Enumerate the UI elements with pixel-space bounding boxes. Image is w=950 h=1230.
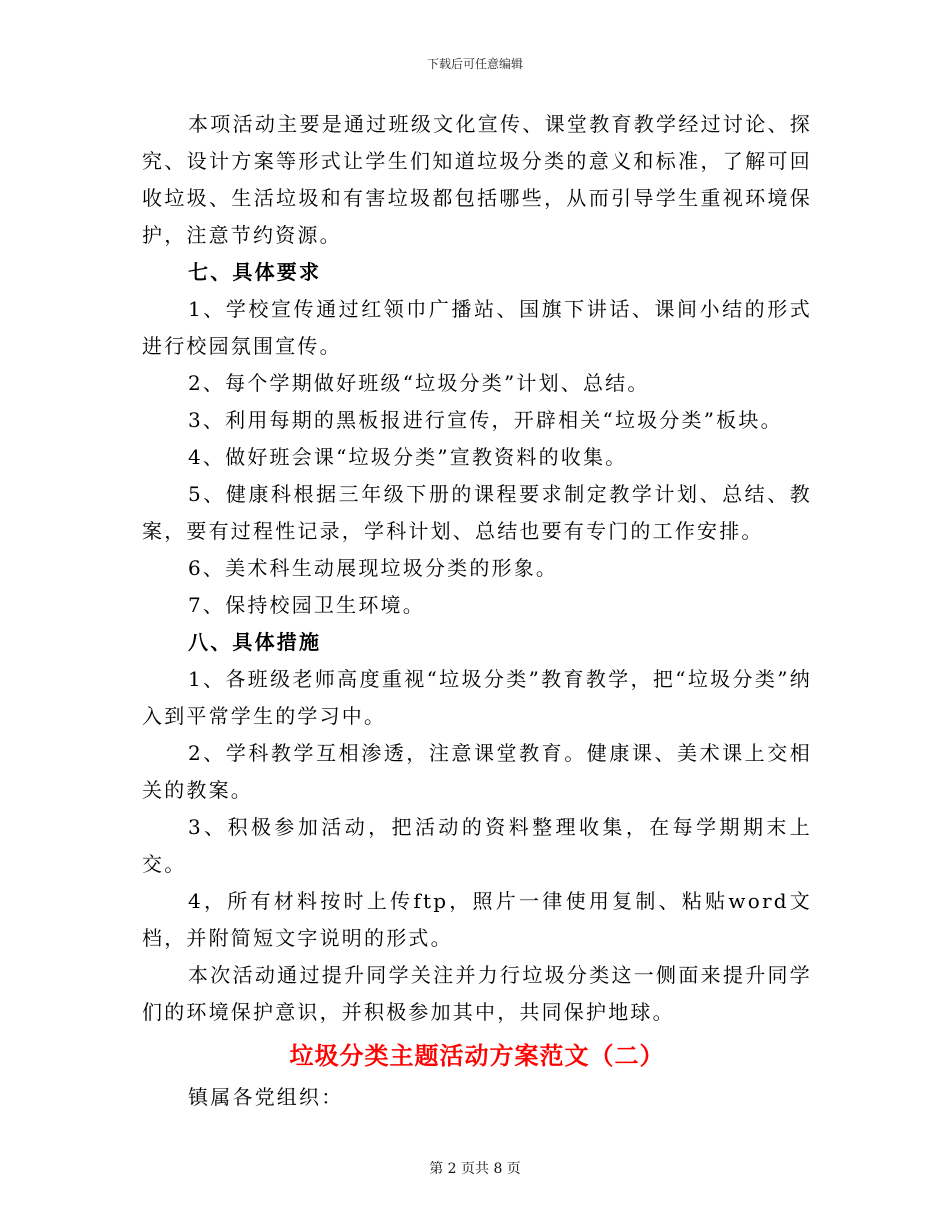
requirement-item-5: 5、健康科根据三年级下册的课程要求制定教学计划、总结、教案，要有过程性记录，学科计划、总结也要有专门的工作安排。 <box>142 482 812 543</box>
measure-item-1: 1、各班级老师高度重视“垃圾分类”教育教学，把“垃圾分类”纳入到平常学生的学习中。 <box>142 667 812 728</box>
requirement-item-3: 3、利用每期的黑板报进行宣传，开辟相关“垃圾分类”板块。 <box>188 408 783 432</box>
salutation: 镇属各党组织： <box>188 1085 344 1109</box>
requirement-item-1: 1、学校宣传通过红领巾广播站、国旗下讲话、课间小结的形式进行校园氛围宣传。 <box>142 297 812 358</box>
requirement-item-2: 2、每个学期做好班级“垃圾分类”计划、总结。 <box>188 371 650 395</box>
heading-requirements: 七、具体要求 <box>188 260 322 284</box>
heading-measures: 八、具体措施 <box>188 630 322 654</box>
requirement-item-6: 6、美术科生动展现垃圾分类的形象。 <box>188 556 559 580</box>
measure-item-4: 4，所有材料按时上传ftp，照片一律使用复制、粘贴word文档，并附简短文字说明的形式。 <box>142 889 812 950</box>
section-title: 垃圾分类主题活动方案范文（二） <box>289 1042 665 1070</box>
document-body <box>142 106 812 1116</box>
paragraph-intro: 本项活动主要是通过班级文化宣传、课堂教育教学经过讨论、探究、设计方案等形式让学生们知道垃圾分类的意义和标准，了解可回收垃圾、生活垃圾和有害垃圾都包括哪些，从而引导学生重视环境保护，注意节约资源。 <box>142 112 812 247</box>
requirement-item-4: 4、做好班会课“垃圾分类”宣教资料的收集。 <box>188 445 628 469</box>
measure-item-2: 2、学科教学互相渗透，注意课堂教育。健康课、美术课上交相关的教案。 <box>142 741 812 802</box>
measure-item-3: 3、积极参加活动，把活动的资料整理收集，在每学期期末上交。 <box>142 815 812 876</box>
page-footer: 第 2 页共 8 页 <box>429 1161 521 1177</box>
paragraph-conclusion: 本次活动通过提升同学关注并力行垃圾分类这一侧面来提升同学们的环境保护意识，并积极参加其中，共同保护地球。 <box>142 963 812 1024</box>
requirement-item-7: 7、保持校园卫生环境。 <box>188 593 425 617</box>
page-header: 下载后可任意编辑 <box>426 57 523 71</box>
